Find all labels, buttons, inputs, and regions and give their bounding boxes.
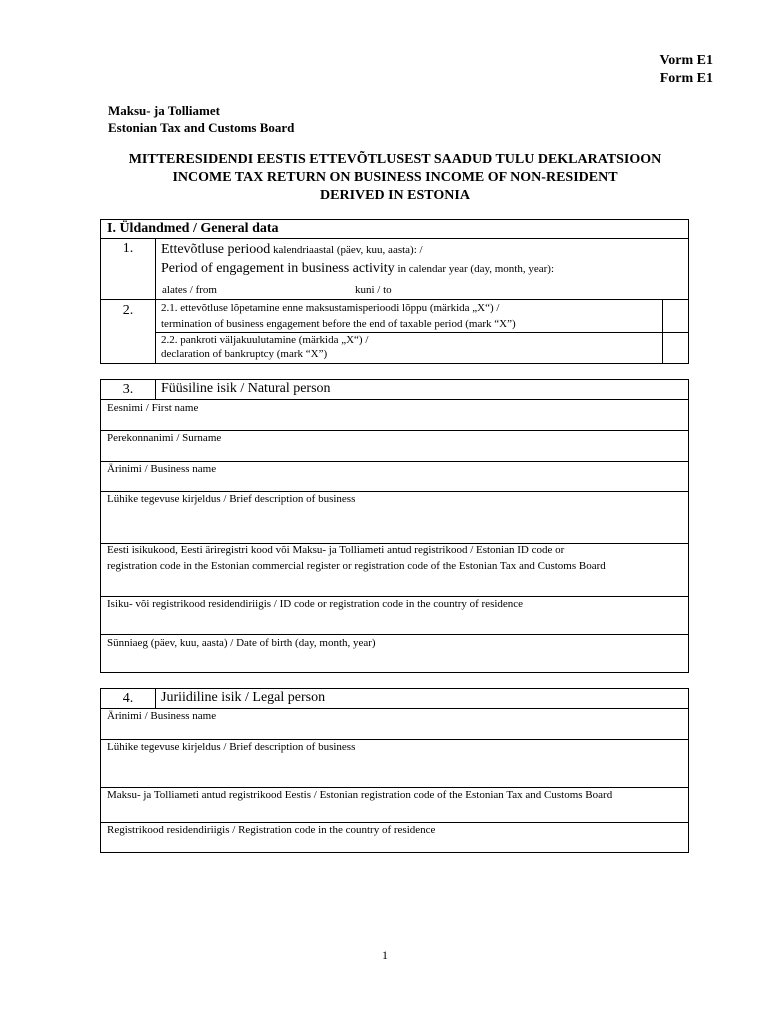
form-code-et: Vorm E1 xyxy=(659,53,713,68)
divider xyxy=(101,430,688,431)
legal-business-description-field[interactable]: Lühike tegevuse kirjeldus / Brief description of business xyxy=(107,741,356,753)
divider xyxy=(101,708,688,709)
surname-field[interactable]: Perekonnanimi / Surname xyxy=(107,432,222,444)
item-number-1: 1. xyxy=(122,241,134,256)
estonian-id-code-label-line2[interactable]: registration code in the Estonian commercial register or registration code of the Estonian Tax and Customs Board xyxy=(107,560,606,572)
item-number-2: 2. xyxy=(122,303,134,318)
divider xyxy=(101,634,688,635)
title-line-1: MITTERESIDENDI EESTIS ETTEVÕTLUSEST SAADUD TULU DEKLARATSIOON xyxy=(128,152,662,167)
section-general-header: I. Üldandmed / General data xyxy=(107,221,279,236)
document-title xyxy=(100,151,690,205)
period-label-en-note: in calendar year (day, month, year): xyxy=(394,263,555,275)
divider xyxy=(101,238,688,239)
divider xyxy=(101,399,688,400)
page-number: 1 xyxy=(382,948,388,962)
estonian-registration-code-field[interactable]: Maksu- ja Tolliameti antud registrikood Eestis / Estonian registration code of the Estonian Tax and Customs Board xyxy=(107,789,613,801)
business-description-field[interactable]: Lühike tegevuse kirjeldus / Brief description of business xyxy=(107,493,356,505)
divider xyxy=(155,689,156,708)
divider xyxy=(101,739,688,740)
legal-business-name-field[interactable]: Ärinimi / Business name xyxy=(107,710,217,722)
bankruptcy-option-label-en: declaration of bankruptcy (mark “X”) xyxy=(161,348,328,360)
business-name-field[interactable]: Ärinimi / Business name xyxy=(107,463,217,475)
divider xyxy=(101,787,688,788)
period-from-field[interactable]: alates / from xyxy=(162,284,217,296)
first-name-field[interactable]: Eesnimi / First name xyxy=(107,402,199,414)
section-legal-title: Juriidiline isik / Legal person xyxy=(161,690,326,705)
period-label-et-note: kalendriaastal (päev, kuu, aasta): / xyxy=(270,244,423,256)
section-legal-number: 4. xyxy=(122,691,134,706)
authority-en: Estonian Tax and Customs Board xyxy=(108,120,295,135)
section-natural-number: 3. xyxy=(122,382,134,397)
section-general-data xyxy=(100,219,689,364)
bankruptcy-checkbox[interactable] xyxy=(662,333,689,363)
section-natural-person xyxy=(100,379,689,673)
form-code-en: Form E1 xyxy=(659,71,713,86)
authority-et: Maksu- ja Tolliamet xyxy=(108,103,220,118)
termination-option-label-et: 2.1. ettevõtluse lõpetamine enne maksustamisperioodi lõppu (märkida „X“) / xyxy=(161,302,500,314)
divider xyxy=(155,332,688,333)
period-to-field[interactable]: kuni / to xyxy=(355,284,392,296)
termination-option-label-en: termination of business engagement before the end of taxable period (mark “X”) xyxy=(161,318,516,330)
section-legal-person xyxy=(100,688,689,853)
authority xyxy=(108,102,294,136)
form-code xyxy=(659,52,713,88)
bankruptcy-option-label-et: 2.2. pankroti väljakuulutamine (märkida „X“) / xyxy=(161,334,369,346)
title-line-2: INCOME TAX RETURN ON BUSINESS INCOME OF NON-RESIDENT xyxy=(172,170,618,185)
divider xyxy=(101,491,688,492)
divider xyxy=(155,380,156,399)
termination-checkbox[interactable] xyxy=(662,300,689,332)
period-label-en-main: Period of engagement in business activity xyxy=(161,261,395,276)
divider xyxy=(101,299,688,300)
birth-date-field[interactable]: Sünniaeg (päev, kuu, aasta) / Date of birth (day, month, year) xyxy=(107,637,376,649)
period-label-et xyxy=(161,240,423,258)
title-line-3: DERIVED IN ESTONIA xyxy=(320,188,470,203)
divider xyxy=(155,238,156,364)
period-label-en xyxy=(161,259,554,277)
estonian-id-code-label-line1[interactable]: Eesti isikukood, Eesti äriregistri kood või Maksu- ja Tolliameti antud registrikood / Estonian ID code or xyxy=(107,544,565,556)
divider xyxy=(101,596,688,597)
period-label-et-main: Ettevõtluse periood xyxy=(161,242,271,257)
residence-registration-code-field[interactable]: Registrikood residendiriigis / Registration code in the country of residence xyxy=(107,824,436,836)
residence-id-code-field[interactable]: Isiku- või registrikood residendiriigis / ID code or registration code in the country of residence xyxy=(107,598,524,610)
divider xyxy=(101,822,688,823)
divider xyxy=(101,461,688,462)
section-natural-title: Füüsiline isik / Natural person xyxy=(161,381,331,396)
